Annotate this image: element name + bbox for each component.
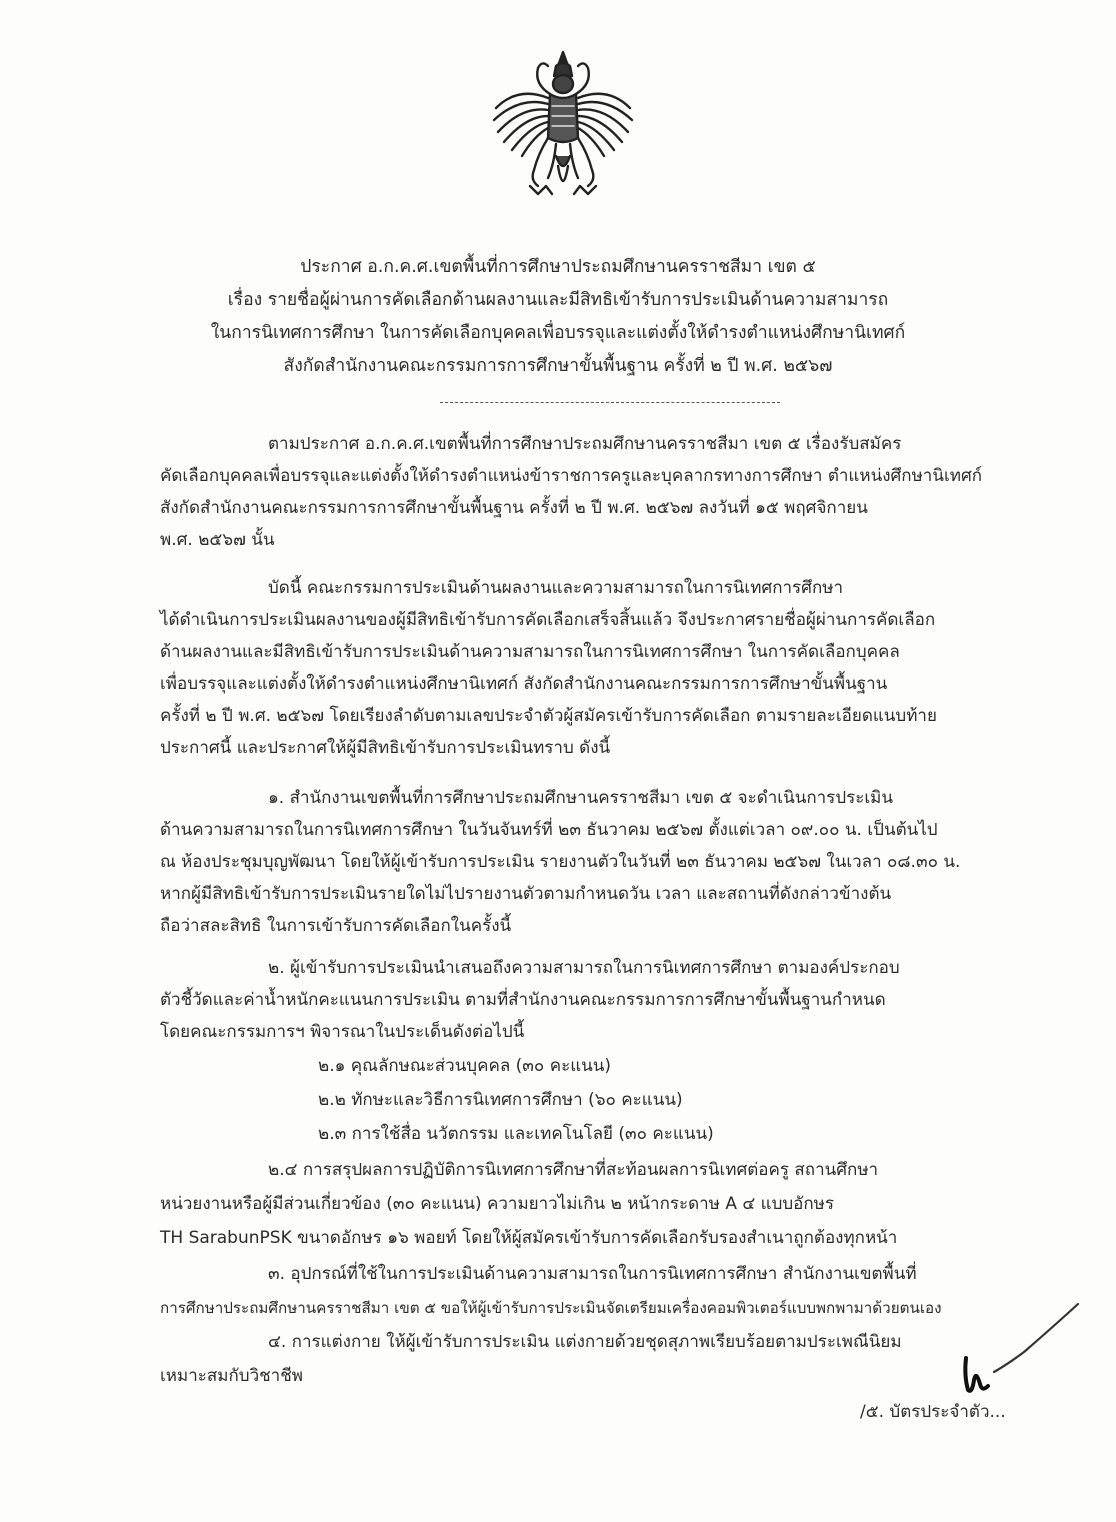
title-separator: [440, 402, 780, 403]
item24-line: หน่วยงานหรือผู้มีส่วนเกี่ยวข้อง (๓๐ คะแนน) ความยาวไม่เกิน ๒ หน้ากระดาษ A ๔ แบบอักษร: [160, 1194, 834, 1214]
para1-line: คัดเลือกบุคคลเพื่อบรรจุและแต่งตั้งให้ดำรงตำแหน่งข้าราชการครูและบุคลากรทางการศึกษา ตำแหน่งศึกษานิเทศก์: [160, 466, 983, 486]
item24-line: ๒.๔ การสรุปผลการปฏิบัติการนิเทศการศึกษาที่สะท้อนผลการนิเทศต่อครู สถานศึกษา: [268, 1160, 879, 1180]
sub-item: ๒.๒ ทักษะและวิธีการนิเทศการศึกษา (๖๐ คะแนน): [318, 1090, 683, 1110]
announcement-subject-line2: ในการนิเทศการศึกษา ในการคัดเลือกบุคคลเพื่อบรรจุและแต่งตั้งให้ดำรงตำแหน่งศึกษานิเทศก์: [210, 323, 906, 343]
para2-line: ด้านผลงานและมีสิทธิเข้ารับการประเมินด้านความสามารถในการนิเทศการศึกษา ในการคัดเลือกบุคคล: [160, 642, 900, 662]
item1-line: ๑. สำนักงานเขตพื้นที่การศึกษาประถมศึกษานครราชสีมา เขต ๕ จะดำเนินการประเมิน: [268, 788, 894, 808]
item1-line: หากผู้มีสิทธิเข้ารับการประเมินรายใดไม่ไปรายงานตัวตามกำหนดวัน เวลา และสถานที่ดังกล่าวข้างต้น: [160, 884, 892, 904]
continuation-text: /๕. บัตรประจำตัว...: [860, 1402, 1006, 1422]
item4-line: ๔. การแต่งกาย ให้ผู้เข้ารับการประเมิน แต่งกายด้วยชุดสุภาพเรียบร้อยตามประเพณีนิยม: [268, 1332, 902, 1352]
initial-signature-icon: [944, 1300, 1084, 1410]
para2-line: ประกาศนี้ และประกาศให้ผู้มีสิทธิเข้ารับการประเมินทราบ ดังนี้: [160, 738, 611, 758]
item1-line: ด้านความสามารถในการนิเทศการศึกษา ในวันจันทร์ที่ ๒๓ ธันวาคม ๒๕๖๗ ตั้งแต่เวลา ๐๙.๐๐ น. เป็นต้นไป: [160, 820, 938, 840]
announcement-title: ประกาศ อ.ก.ค.ศ.เขตพื้นที่การศึกษาประถมศึกษานครราชสีมา เขต ๕: [300, 257, 816, 277]
sub-item: ๒.๓ การใช้สื่อ นวัตกรรม และเทคโนโลยี (๓๐ คะแนน): [318, 1124, 714, 1144]
item2-line: ตัวชี้วัดและค่าน้ำหนักคะแนนการประเมิน ตามที่สำนักงานคณะกรรมการการศึกษาขั้นพื้นฐานกำหนด: [160, 990, 886, 1010]
item24-line: TH SarabunPSK ขนาดอักษร ๑๖ พอยท์ โดยให้ผู้สมัครเข้ารับการคัดเลือกรับรองสำเนาถูกต้องทุกหน้า: [160, 1228, 898, 1248]
item4-line: เหมาะสมกับวิชาชีพ: [160, 1366, 303, 1386]
item2-line: โดยคณะกรรมการฯ พิจารณาในประเด็นดังต่อไปนี้: [160, 1022, 525, 1042]
item3-line: การศึกษาประถมศึกษานครราชสีมา เขต ๕ ขอให้ผู้เข้ารับการประเมินจัดเตรียมเครื่องคอมพิวเตอร์แบบพกพามาด้วยตนเอง: [160, 1299, 942, 1317]
item1-line: ถือว่าสละสิทธิ ในการเข้ารับการคัดเลือกในครั้งนี้: [160, 916, 512, 936]
para2-line: เพื่อบรรจุและแต่งตั้งให้ดำรงตำแหน่งศึกษานิเทศก์ สังกัดสำนักงานคณะกรรมการการศึกษาขั้นพื้นฐาน: [160, 674, 888, 694]
item1-line: ณ ห้องประชุมบุญพัฒนา โดยให้ผู้เข้ารับการประเมิน รายงานตัวในวันที่ ๒๓ ธันวาคม ๒๕๖๗ ในเวลา ๐๘.๓๐ น.: [160, 852, 961, 872]
para2-line: ได้ดำเนินการประเมินผลงานของผู้มีสิทธิเข้ารับการคัดเลือกเสร็จสิ้นแล้ว จึงประกาศรายชื่อผู้ผ่านการคัดเลือก: [160, 610, 936, 630]
garuda-emblem-icon: [478, 46, 648, 206]
para2-line: ครั้งที่ ๒ ปี พ.ศ. ๒๕๖๗ โดยเรียงลำดับตามเลขประจำตัวผู้สมัครเข้ารับการคัดเลือก ตามรายละเอียดแนบท้าย: [160, 706, 937, 726]
announcement-subject: เรื่อง รายชื่อผู้ผ่านการคัดเลือกด้านผลงานและมีสิทธิเข้ารับการประเมินด้านความสามารถ: [227, 290, 889, 310]
para1-line: พ.ศ. ๒๕๖๗ นั้น: [160, 530, 275, 550]
item3-line: ๓. อุปกรณ์ที่ใช้ในการประเมินด้านความสามารถในการนิเทศการศึกษา สำนักงานเขตพื้นที่: [268, 1264, 917, 1284]
para2-line: บัดนี้ คณะกรรมการประเมินด้านผลงานและความสามารถในการนิเทศการศึกษา: [268, 578, 844, 598]
para1-line: ตามประกาศ อ.ก.ค.ศ.เขตพื้นที่การศึกษาประถมศึกษานครราชสีมา เขต ๕ เรื่องรับสมัคร: [268, 434, 902, 454]
announcement-subject-line3: สังกัดสำนักงานคณะกรรมการการศึกษาขั้นพื้นฐาน ครั้งที่ ๒ ปี พ.ศ. ๒๕๖๗: [283, 356, 833, 376]
para1-line: สังกัดสำนักงานคณะกรรมการการศึกษาขั้นพื้นฐาน ครั้งที่ ๒ ปี พ.ศ. ๒๕๖๗ ลงวันที่ ๑๕ พฤศจิกายน: [160, 498, 868, 518]
sub-item: ๒.๑ คุณลักษณะส่วนบุคคล (๓๐ คะแนน): [318, 1056, 612, 1076]
item2-line: ๒. ผู้เข้ารับการประเมินนำเสนอถึงความสามารถในการนิเทศการศึกษา ตามองค์ประกอบ: [268, 958, 900, 978]
